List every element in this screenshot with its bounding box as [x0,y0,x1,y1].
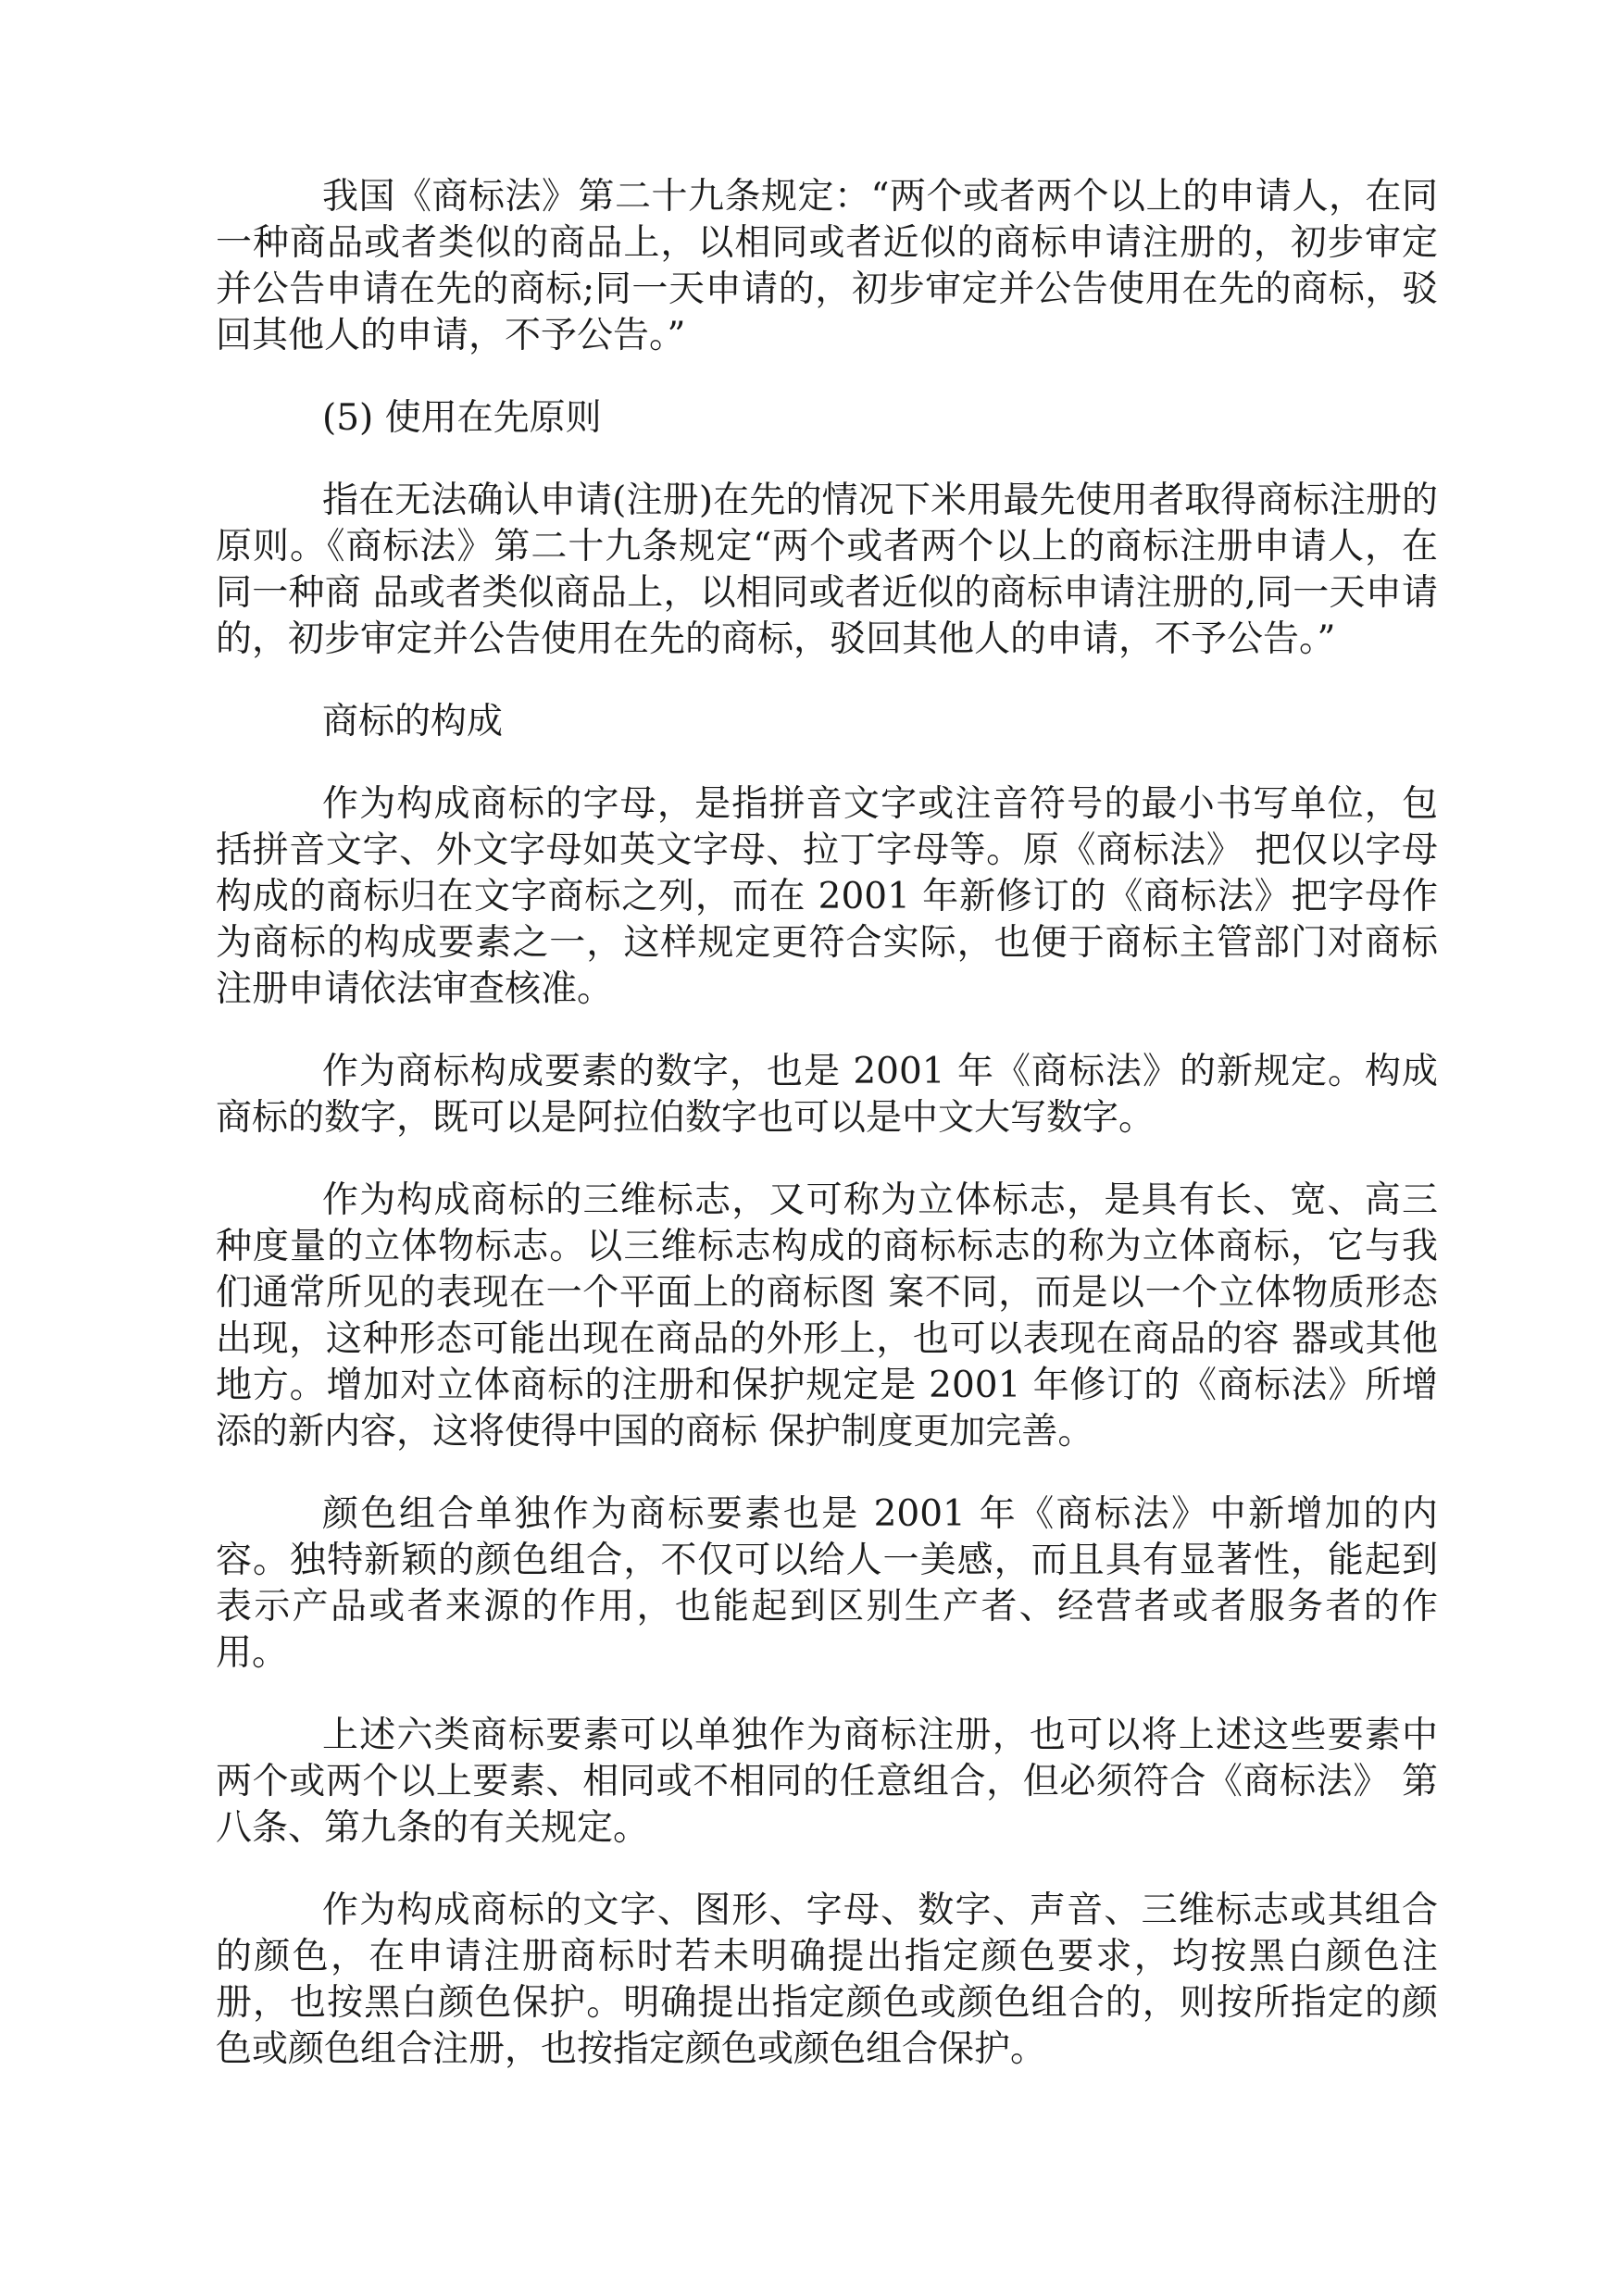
paragraph-three-dimensional-marks: 作为构成商标的三维标志，又可称为立体标志，是具有长、宽、高三种度量的立体物标志。以三维标志构成的商标标志的称为立体商标，它与我们通常所见的表现在一个平面上的商标图 案不同，而是以一个立体物质形态出现，这种形态可能出现在商品的外形上，也可以表现在商品的容 器或其他地方。增加对立体商标的注册和保护规定是 2001 年修订的《商标法》所增添的新内容，这将使得中国的商标 保护制度更加完善。 [216,1179,1438,1453]
paragraph-article-29-rule: 我国《商标法》第二十九条规定：“两个或者两个以上的申请人，在同一种商品或者类似的商品上，以相同或者近似的商标申请注册的，初步审定并公告申请在先的商标;同一天申请的，初步审定并公告使用在先的商标，驳回其他人的申请，不予公告。” [216,176,1438,356]
paragraph-color-combinations: 颜色组合单独作为商标要素也是 2001 年《商标法》中新增加的内容。独特新颖的颜色组合，不仅可以给人一美感，而且具有显著性，能起到表示产品或者来源的作用，也能起到区别生产者、经营者或者服务者的作用。 [216,1493,1438,1674]
paragraph-first-use-definition: 指在无法确认申请(注册)在先的情况下米用最先使用者取得商标注册的原则。《商标法》第二十九条规定“两个或者两个以上的商标注册申请人，在同一种商 品或者类似商品上，以相同或者近似的商标申请注册的,同一天申请的，初步审定并公告使用在先的商标，驳回其他人的申请，不予公告。” [216,480,1438,660]
paragraph-element-combinations: 上述六类商标要素可以单独作为商标注册，也可以将上述这些要素中两个或两个以上要素、相同或不相同的任意组合，但必须符合《商标法》 第八条、第九条的有关规定。 [216,1715,1438,1849]
paragraph-color-protection: 作为构成商标的文字、图形、字母、数字、声音、三维标志或其组合的颜色，在申请注册商标时若未明确提出指定颜色要求，均按黑白颜色注册，也按黑白颜色保护。明确提出指定颜色或颜色组合的，则按所指定的颜色或颜色组合注册，也按指定颜色或颜色组合保护。 [216,1890,1438,2070]
paragraph-letters: 作为构成商标的字母，是指拼音文字或注音符号的最小书写单位，包括拼音文字、外文字母如英文字母、拉丁字母等。原《商标法》 把仅以字母构成的商标归在文字商标之列，而在 2001 年新修订的《商标法》把字母作为商标的构成要素之一，这样规定更符合实际，也便于商标主管部门对商标注册申请依法审查核准。 [216,783,1438,1010]
section-heading-trademark-composition: 商标的构成 [322,701,504,742]
document-body [216,174,1438,2109]
paragraph-numbers: 作为商标构成要素的数字，也是 2001 年《商标法》的新规定。构成商标的数字，既可以是阿拉伯数字也可以是中文大写数字。 [216,1051,1438,1139]
section-heading-first-use-principle: (5) 使用在先原则 [322,397,602,439]
